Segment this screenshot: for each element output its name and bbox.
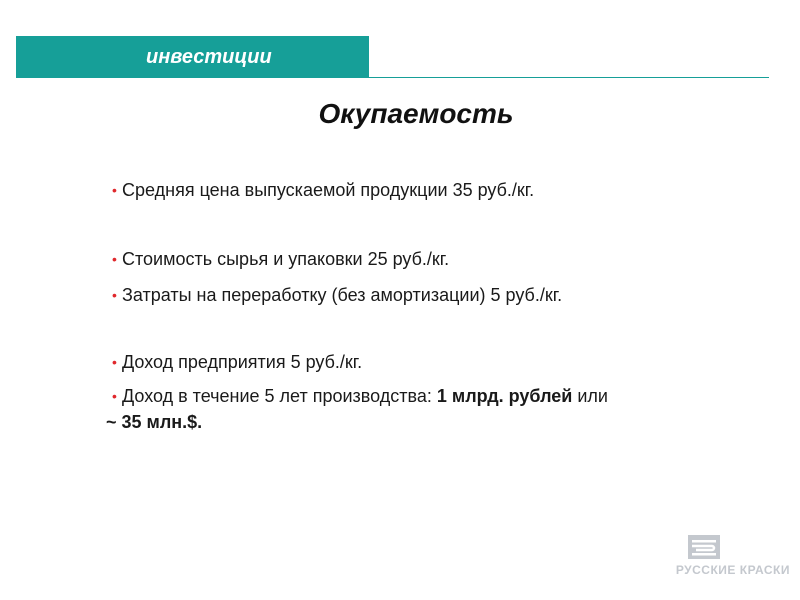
list-item — [112, 349, 362, 375]
bullet-text: Доход предприятия 5 руб./кг. — [122, 352, 363, 372]
bullet-text: Средняя цена выпускаемой продукции 35 руб./кг. — [122, 180, 535, 200]
bullet-text: Стоимость сырья и упаковки 25 руб./кг. — [122, 249, 450, 269]
bullet-continuation: ~ 35 млн.$. — [106, 412, 203, 432]
bullet-text: Доход в течение 5 лет производства: — [122, 386, 437, 406]
section-header-bar — [16, 36, 369, 78]
list-item — [112, 246, 449, 272]
bullet-dot-icon: • — [112, 354, 117, 370]
header-divider-line — [369, 77, 769, 78]
russkie-kraski-logo-icon — [688, 535, 720, 559]
section-label: инвестиции — [146, 46, 272, 68]
bullet-text: или — [572, 386, 608, 406]
bullet-dot-icon: • — [112, 287, 117, 303]
list-item — [106, 383, 608, 435]
page-title: Окупаемость — [318, 98, 514, 129]
bullet-bold-text: 1 млрд. рублей — [436, 386, 573, 406]
bullet-text: Затраты на переработку (без амортизации) 5 руб./кг. — [122, 285, 563, 305]
list-item — [112, 282, 562, 308]
bullet-dot-icon: • — [112, 251, 117, 267]
bullet-dot-icon: • — [112, 182, 117, 198]
logo-text: РУССКИЕ КРАСКИ — [675, 563, 790, 577]
list-item — [112, 177, 534, 203]
bullet-dot-icon: • — [112, 388, 117, 404]
company-logo — [630, 535, 790, 583]
